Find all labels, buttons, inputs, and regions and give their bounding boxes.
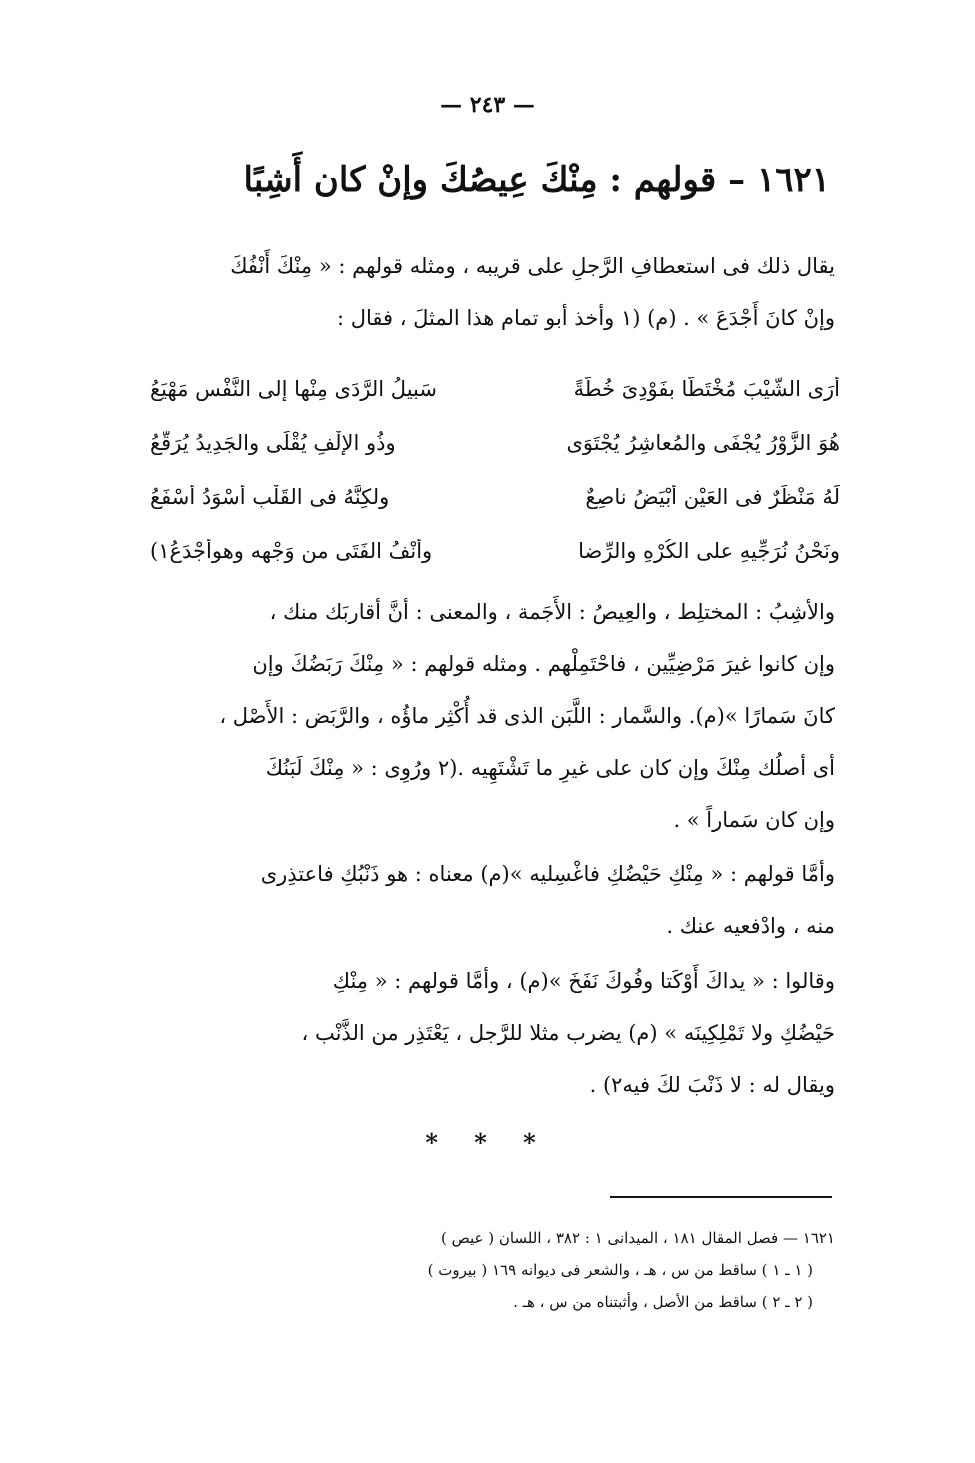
verse — [150, 470, 840, 524]
hemistich-second: ولكِنَّهُ فى القَلْبِ أسْوَدُ أسْفَعُ — [150, 485, 390, 509]
hemistich-first: لَهُ مَنْظَرٌ فى العَيْنِ أبْيَضُ ناصِعٌ — [585, 485, 840, 509]
text-line: ويقال له : لا ذَنْبَ لكَ فيه٢) . — [589, 1073, 835, 1097]
hemistich-second: وأَنْفُ الفَتَى من وَجْهِه وهوأجْدَعُ١) — [150, 539, 433, 563]
text-line: وإن كانوا غيرَ مَرْضِيِّين ، فاحْتَمِلْهم . ومثله قولهم : « مِنْكَ رَبَضُكَ وإن — [252, 652, 835, 676]
text-line: والأشِبُ : المختلِط ، والعِيصُ : الأَجَمة ، والمعنى : أنَّ أقاربَك منك ، — [269, 600, 835, 624]
verse — [150, 362, 840, 416]
paragraph-sayings — [155, 955, 835, 1111]
text-line: يقال ذلك فى استعطافِ الرَّجلِ على قريبه ، ومثله قولهم : « مِنْكَ أَنْفُكَ — [230, 254, 835, 278]
verse — [150, 416, 840, 470]
hemistich-second: سَبيلُ الرَّدَى مِنْها إلى النَّفْسِ مَهْيَعُ — [150, 377, 437, 401]
verse — [150, 524, 840, 578]
section-separator: * * * — [425, 1128, 550, 1157]
hemistich-first: هُوَ الزَّوْرُ يُجْفَى والمُعاشِرُ يُجْتَوَى — [566, 431, 840, 455]
paragraph-saying — [155, 848, 835, 952]
text-line: وإن كان سَماراً » . — [673, 808, 835, 832]
text-line: وأمَّا قولهم : « مِنْكِ حَيْضُكِ فاغْسِليه »(م) معناه : هو ذَنْبُكِ فاعتذِرى — [260, 862, 835, 886]
entry-heading: ١٦٢١ – قولهم : مِنْكَ عِيصُكَ وإنْ كان أَشِبًا — [243, 160, 830, 200]
hemistich-second: وذُو الإلْفِ يُقْلَى والجَدِيدُ يُرَقَّعُ — [150, 431, 396, 455]
paragraph-explanation — [155, 586, 835, 846]
text-line: كانَ سَمارًا »(م). والسَّمار : اللَّبَن الذى قد أُكْثِر ماؤُه ، والرَّبَض : الأَصْل ، — [219, 704, 835, 728]
footnote: ١٦٢١ — فصل المقال ١٨١ ، الميدانى ١ : ٣٨٢ ، اللسان ( عيص ) — [440, 1229, 835, 1247]
footnotes — [155, 1222, 835, 1318]
text-line: وإنْ كانَ أَجْدَعَ » . (م) (١ وأخذ أبو تمام هذا المثلَ ، فقال : — [336, 306, 835, 330]
page-number: — ٢٤٣ — — [440, 92, 535, 118]
text-line: حَيْضُكِ ولا تَمْلِكِينَه » (م) يضرب مثلا للرَّجل ، يَعْتَذِر من الذَّنْب ، — [301, 1021, 835, 1045]
hemistich-first: أرَى الشَّيْبَ مُخْتَطًّا بفَوْدِىَ خُطَّةً — [573, 377, 840, 401]
text-line: أى أصلُك مِنْكَ وإن كان على غيرِ ما تَشْتَهِيه .(٢ ورُوِى : « مِنْكَ لَبَنُكَ — [265, 756, 835, 780]
footnote-rule — [610, 1196, 832, 1198]
poem — [150, 362, 840, 578]
paragraph-intro — [155, 240, 835, 344]
hemistich-first: ونَحْنُ نُرَجِّيهِ على الكُرْهِ والرِّضا — [578, 539, 840, 563]
footnote: ( ١ ـ ١ ) ساقط من س ، هـ ، والشعر فى ديوانه ١٦٩ ( بيروت ) — [427, 1261, 813, 1279]
footnote: ( ٢ ـ ٢ ) ساقط من الأصل ، وأثبتناه من س ، هـ . — [513, 1293, 813, 1311]
text-line: وقالوا : « يداكَ أَوْكَتا وفُوكَ نَفَخَ »(م) ، وأمَّا قولهم : « مِنْكِ — [332, 969, 835, 993]
text-line: منه ، وادْفعيه عنك . — [666, 914, 835, 938]
